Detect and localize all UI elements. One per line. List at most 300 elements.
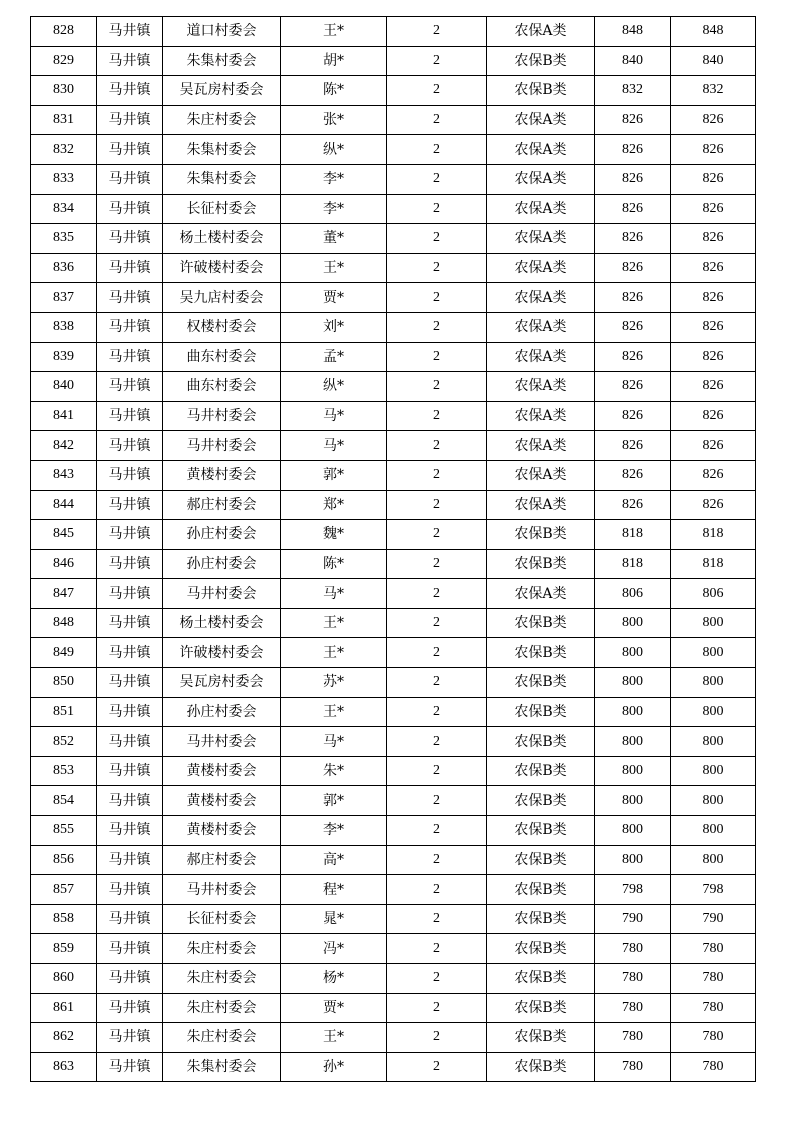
amount-cell: 800 (671, 608, 756, 638)
serial-cell: 830 (31, 76, 97, 106)
count-cell: 2 (387, 342, 487, 372)
village-cell: 许破楼村委会 (163, 638, 281, 668)
standard-cell: 826 (595, 283, 671, 313)
standard-cell: 800 (595, 638, 671, 668)
category-cell: 农保B类 (487, 549, 595, 579)
category-cell: 农保B类 (487, 964, 595, 994)
category-cell: 农保B类 (487, 816, 595, 846)
amount-cell: 840 (671, 46, 756, 76)
village-cell: 马井村委会 (163, 401, 281, 431)
village-cell: 杨土楼村委会 (163, 608, 281, 638)
table-row (31, 17, 756, 47)
table-row (31, 964, 756, 994)
table-row (31, 194, 756, 224)
count-cell: 2 (387, 816, 487, 846)
count-cell: 2 (387, 638, 487, 668)
amount-cell: 826 (671, 312, 756, 342)
serial-cell: 834 (31, 194, 97, 224)
category-cell: 农保B类 (487, 76, 595, 106)
table-row (31, 934, 756, 964)
table-row (31, 756, 756, 786)
town-cell: 马井镇 (97, 164, 163, 194)
name-cell: 马* (281, 401, 387, 431)
category-cell: 农保A类 (487, 372, 595, 402)
table-row (31, 490, 756, 520)
amount-cell: 800 (671, 638, 756, 668)
category-cell: 农保B类 (487, 786, 595, 816)
town-cell: 马井镇 (97, 756, 163, 786)
standard-cell: 826 (595, 372, 671, 402)
name-cell: 马* (281, 431, 387, 461)
standard-cell: 800 (595, 608, 671, 638)
table-row (31, 224, 756, 254)
village-cell: 马井村委会 (163, 727, 281, 757)
serial-cell: 853 (31, 756, 97, 786)
amount-cell: 826 (671, 490, 756, 520)
standard-cell: 826 (595, 342, 671, 372)
serial-cell: 841 (31, 401, 97, 431)
town-cell: 马井镇 (97, 1023, 163, 1053)
village-cell: 黄楼村委会 (163, 756, 281, 786)
count-cell: 2 (387, 253, 487, 283)
town-cell: 马井镇 (97, 224, 163, 254)
category-cell: 农保A类 (487, 253, 595, 283)
table-row (31, 312, 756, 342)
count-cell: 2 (387, 875, 487, 905)
serial-cell: 855 (31, 816, 97, 846)
village-cell: 马井村委会 (163, 579, 281, 609)
town-cell: 马井镇 (97, 845, 163, 875)
name-cell: 王* (281, 1023, 387, 1053)
town-cell: 马井镇 (97, 727, 163, 757)
standard-cell: 800 (595, 845, 671, 875)
village-cell: 朱庄村委会 (163, 993, 281, 1023)
table-row (31, 283, 756, 313)
count-cell: 2 (387, 668, 487, 698)
serial-cell: 833 (31, 164, 97, 194)
standard-cell: 826 (595, 135, 671, 165)
town-cell: 马井镇 (97, 668, 163, 698)
category-cell: 农保A类 (487, 224, 595, 254)
serial-cell: 836 (31, 253, 97, 283)
serial-cell: 854 (31, 786, 97, 816)
town-cell: 马井镇 (97, 549, 163, 579)
serial-cell: 856 (31, 845, 97, 875)
village-cell: 权楼村委会 (163, 312, 281, 342)
standard-cell: 826 (595, 431, 671, 461)
name-cell: 马* (281, 579, 387, 609)
category-cell: 农保B类 (487, 697, 595, 727)
serial-cell: 850 (31, 668, 97, 698)
standard-cell: 818 (595, 549, 671, 579)
count-cell: 2 (387, 105, 487, 135)
amount-cell: 818 (671, 520, 756, 550)
table-row (31, 76, 756, 106)
amount-cell: 826 (671, 194, 756, 224)
table-row (31, 1023, 756, 1053)
category-cell: 农保B类 (487, 934, 595, 964)
village-cell: 朱集村委会 (163, 46, 281, 76)
town-cell: 马井镇 (97, 401, 163, 431)
name-cell: 郭* (281, 786, 387, 816)
amount-cell: 848 (671, 17, 756, 47)
amount-cell: 826 (671, 401, 756, 431)
category-cell: 农保A类 (487, 283, 595, 313)
table-row (31, 668, 756, 698)
count-cell: 2 (387, 549, 487, 579)
name-cell: 程* (281, 875, 387, 905)
standard-cell: 780 (595, 993, 671, 1023)
name-cell: 刘* (281, 312, 387, 342)
standard-cell: 848 (595, 17, 671, 47)
name-cell: 杨* (281, 964, 387, 994)
town-cell: 马井镇 (97, 816, 163, 846)
standard-cell: 800 (595, 727, 671, 757)
amount-cell: 800 (671, 668, 756, 698)
amount-cell: 826 (671, 253, 756, 283)
table-row (31, 460, 756, 490)
amount-cell: 826 (671, 224, 756, 254)
serial-cell: 857 (31, 875, 97, 905)
village-cell: 黄楼村委会 (163, 786, 281, 816)
serial-cell: 838 (31, 312, 97, 342)
data-table (30, 16, 756, 1082)
serial-cell: 840 (31, 372, 97, 402)
town-cell: 马井镇 (97, 105, 163, 135)
amount-cell: 826 (671, 342, 756, 372)
standard-cell: 826 (595, 253, 671, 283)
name-cell: 李* (281, 194, 387, 224)
town-cell: 马井镇 (97, 934, 163, 964)
serial-cell: 844 (31, 490, 97, 520)
count-cell: 2 (387, 283, 487, 313)
amount-cell: 826 (671, 372, 756, 402)
count-cell: 2 (387, 697, 487, 727)
table-row (31, 875, 756, 905)
count-cell: 2 (387, 194, 487, 224)
standard-cell: 800 (595, 668, 671, 698)
name-cell: 苏* (281, 668, 387, 698)
town-cell: 马井镇 (97, 786, 163, 816)
town-cell: 马井镇 (97, 1052, 163, 1082)
town-cell: 马井镇 (97, 608, 163, 638)
table-row (31, 786, 756, 816)
serial-cell: 839 (31, 342, 97, 372)
category-cell: 农保B类 (487, 1052, 595, 1082)
village-cell: 黄楼村委会 (163, 460, 281, 490)
category-cell: 农保A类 (487, 312, 595, 342)
village-cell: 吴瓦房村委会 (163, 76, 281, 106)
village-cell: 孙庄村委会 (163, 697, 281, 727)
amount-cell: 806 (671, 579, 756, 609)
table-row (31, 816, 756, 846)
serial-cell: 843 (31, 460, 97, 490)
standard-cell: 826 (595, 164, 671, 194)
table-row (31, 845, 756, 875)
village-cell: 杨土楼村委会 (163, 224, 281, 254)
standard-cell: 780 (595, 1052, 671, 1082)
name-cell: 贾* (281, 993, 387, 1023)
table-row (31, 579, 756, 609)
table-row (31, 608, 756, 638)
standard-cell: 780 (595, 1023, 671, 1053)
standard-cell: 790 (595, 904, 671, 934)
amount-cell: 826 (671, 460, 756, 490)
name-cell: 晁* (281, 904, 387, 934)
category-cell: 农保B类 (487, 668, 595, 698)
table-row (31, 727, 756, 757)
category-cell: 农保B类 (487, 520, 595, 550)
table-row (31, 904, 756, 934)
serial-cell: 862 (31, 1023, 97, 1053)
town-cell: 马井镇 (97, 490, 163, 520)
village-cell: 朱庄村委会 (163, 105, 281, 135)
category-cell: 农保A类 (487, 135, 595, 165)
name-cell: 高* (281, 845, 387, 875)
serial-cell: 835 (31, 224, 97, 254)
amount-cell: 826 (671, 283, 756, 313)
table-row (31, 342, 756, 372)
name-cell: 马* (281, 727, 387, 757)
table-row (31, 46, 756, 76)
category-cell: 农保B类 (487, 993, 595, 1023)
category-cell: 农保A类 (487, 342, 595, 372)
standard-cell: 826 (595, 105, 671, 135)
category-cell: 农保B类 (487, 1023, 595, 1053)
standard-cell: 840 (595, 46, 671, 76)
table-row (31, 164, 756, 194)
village-cell: 朱庄村委会 (163, 964, 281, 994)
amount-cell: 826 (671, 135, 756, 165)
serial-cell: 831 (31, 105, 97, 135)
town-cell: 马井镇 (97, 993, 163, 1023)
name-cell: 王* (281, 17, 387, 47)
town-cell: 马井镇 (97, 431, 163, 461)
name-cell: 陈* (281, 549, 387, 579)
amount-cell: 800 (671, 786, 756, 816)
category-cell: 农保B类 (487, 875, 595, 905)
standard-cell: 800 (595, 816, 671, 846)
count-cell: 2 (387, 786, 487, 816)
count-cell: 2 (387, 135, 487, 165)
amount-cell: 800 (671, 816, 756, 846)
village-cell: 朱集村委会 (163, 164, 281, 194)
count-cell: 2 (387, 1052, 487, 1082)
village-cell: 孙庄村委会 (163, 549, 281, 579)
town-cell: 马井镇 (97, 253, 163, 283)
serial-cell: 860 (31, 964, 97, 994)
amount-cell: 780 (671, 1052, 756, 1082)
count-cell: 2 (387, 727, 487, 757)
count-cell: 2 (387, 845, 487, 875)
village-cell: 曲东村委会 (163, 372, 281, 402)
town-cell: 马井镇 (97, 579, 163, 609)
count-cell: 2 (387, 164, 487, 194)
village-cell: 长征村委会 (163, 904, 281, 934)
standard-cell: 826 (595, 401, 671, 431)
count-cell: 2 (387, 224, 487, 254)
name-cell: 王* (281, 253, 387, 283)
amount-cell: 780 (671, 993, 756, 1023)
standard-cell: 818 (595, 520, 671, 550)
town-cell: 马井镇 (97, 342, 163, 372)
category-cell: 农保A类 (487, 194, 595, 224)
amount-cell: 826 (671, 431, 756, 461)
category-cell: 农保A类 (487, 105, 595, 135)
village-cell: 朱庄村委会 (163, 934, 281, 964)
standard-cell: 826 (595, 312, 671, 342)
serial-cell: 832 (31, 135, 97, 165)
count-cell: 2 (387, 756, 487, 786)
amount-cell: 780 (671, 964, 756, 994)
village-cell: 曲东村委会 (163, 342, 281, 372)
town-cell: 马井镇 (97, 372, 163, 402)
category-cell: 农保B类 (487, 845, 595, 875)
name-cell: 王* (281, 697, 387, 727)
count-cell: 2 (387, 904, 487, 934)
serial-cell: 859 (31, 934, 97, 964)
count-cell: 2 (387, 401, 487, 431)
standard-cell: 806 (595, 579, 671, 609)
serial-cell: 851 (31, 697, 97, 727)
name-cell: 纵* (281, 135, 387, 165)
table-body (31, 17, 756, 1082)
village-cell: 郝庄村委会 (163, 845, 281, 875)
table-row (31, 253, 756, 283)
count-cell: 2 (387, 993, 487, 1023)
standard-cell: 800 (595, 697, 671, 727)
name-cell: 王* (281, 638, 387, 668)
town-cell: 马井镇 (97, 194, 163, 224)
category-cell: 农保B类 (487, 904, 595, 934)
serial-cell: 837 (31, 283, 97, 313)
village-cell: 郝庄村委会 (163, 490, 281, 520)
category-cell: 农保A类 (487, 490, 595, 520)
name-cell: 冯* (281, 934, 387, 964)
name-cell: 李* (281, 816, 387, 846)
name-cell: 纵* (281, 372, 387, 402)
amount-cell: 800 (671, 697, 756, 727)
amount-cell: 780 (671, 1023, 756, 1053)
amount-cell: 826 (671, 164, 756, 194)
count-cell: 2 (387, 520, 487, 550)
name-cell: 贾* (281, 283, 387, 313)
category-cell: 农保B类 (487, 638, 595, 668)
category-cell: 农保B类 (487, 608, 595, 638)
count-cell: 2 (387, 579, 487, 609)
name-cell: 张* (281, 105, 387, 135)
amount-cell: 790 (671, 904, 756, 934)
category-cell: 农保A类 (487, 579, 595, 609)
name-cell: 胡* (281, 46, 387, 76)
table-row (31, 993, 756, 1023)
count-cell: 2 (387, 46, 487, 76)
standard-cell: 826 (595, 224, 671, 254)
name-cell: 董* (281, 224, 387, 254)
serial-cell: 852 (31, 727, 97, 757)
town-cell: 马井镇 (97, 135, 163, 165)
village-cell: 黄楼村委会 (163, 816, 281, 846)
village-cell: 朱集村委会 (163, 135, 281, 165)
amount-cell: 780 (671, 934, 756, 964)
amount-cell: 800 (671, 756, 756, 786)
town-cell: 马井镇 (97, 904, 163, 934)
amount-cell: 800 (671, 727, 756, 757)
serial-cell: 846 (31, 549, 97, 579)
name-cell: 孟* (281, 342, 387, 372)
standard-cell: 800 (595, 756, 671, 786)
table-row (31, 105, 756, 135)
standard-cell: 826 (595, 460, 671, 490)
serial-cell: 842 (31, 431, 97, 461)
serial-cell: 845 (31, 520, 97, 550)
count-cell: 2 (387, 312, 487, 342)
village-cell: 许破楼村委会 (163, 253, 281, 283)
village-cell: 长征村委会 (163, 194, 281, 224)
count-cell: 2 (387, 431, 487, 461)
table-row (31, 372, 756, 402)
count-cell: 2 (387, 934, 487, 964)
table-row (31, 549, 756, 579)
standard-cell: 826 (595, 194, 671, 224)
count-cell: 2 (387, 76, 487, 106)
name-cell: 王* (281, 608, 387, 638)
standard-cell: 798 (595, 875, 671, 905)
serial-cell: 849 (31, 638, 97, 668)
town-cell: 马井镇 (97, 460, 163, 490)
village-cell: 朱集村委会 (163, 1052, 281, 1082)
name-cell: 孙* (281, 1052, 387, 1082)
category-cell: 农保B类 (487, 46, 595, 76)
amount-cell: 832 (671, 76, 756, 106)
count-cell: 2 (387, 964, 487, 994)
serial-cell: 828 (31, 17, 97, 47)
category-cell: 农保A类 (487, 401, 595, 431)
village-cell: 道口村委会 (163, 17, 281, 47)
category-cell: 农保B类 (487, 756, 595, 786)
count-cell: 2 (387, 460, 487, 490)
village-cell: 吴瓦房村委会 (163, 668, 281, 698)
serial-cell: 863 (31, 1052, 97, 1082)
amount-cell: 826 (671, 105, 756, 135)
serial-cell: 861 (31, 993, 97, 1023)
town-cell: 马井镇 (97, 17, 163, 47)
town-cell: 马井镇 (97, 283, 163, 313)
town-cell: 马井镇 (97, 875, 163, 905)
amount-cell: 818 (671, 549, 756, 579)
town-cell: 马井镇 (97, 312, 163, 342)
standard-cell: 826 (595, 490, 671, 520)
town-cell: 马井镇 (97, 638, 163, 668)
town-cell: 马井镇 (97, 697, 163, 727)
category-cell: 农保A类 (487, 17, 595, 47)
village-cell: 孙庄村委会 (163, 520, 281, 550)
town-cell: 马井镇 (97, 76, 163, 106)
count-cell: 2 (387, 372, 487, 402)
table-row (31, 520, 756, 550)
amount-cell: 800 (671, 845, 756, 875)
name-cell: 李* (281, 164, 387, 194)
standard-cell: 780 (595, 964, 671, 994)
standard-cell: 800 (595, 786, 671, 816)
name-cell: 郭* (281, 460, 387, 490)
standard-cell: 832 (595, 76, 671, 106)
table-row (31, 431, 756, 461)
table-row (31, 135, 756, 165)
count-cell: 2 (387, 1023, 487, 1053)
table-row (31, 1052, 756, 1082)
category-cell: 农保B类 (487, 727, 595, 757)
